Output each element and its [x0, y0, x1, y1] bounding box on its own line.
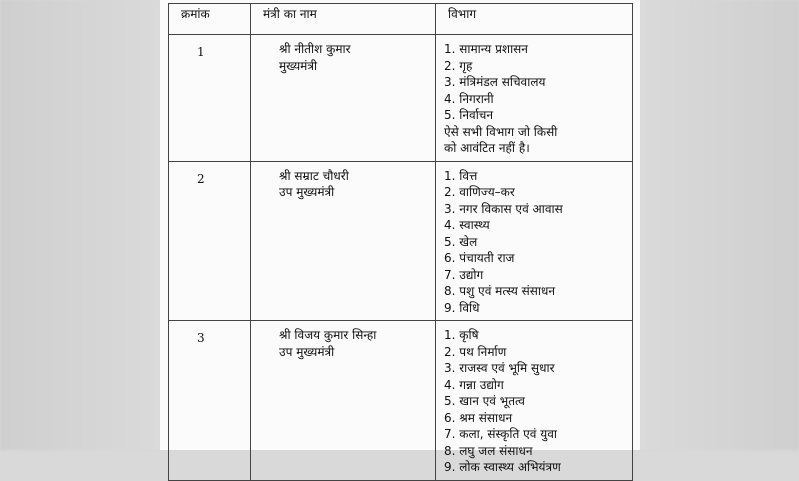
minister-post: उप मुख्यमंत्री — [279, 344, 335, 359]
serial-cell: 3 — [169, 321, 251, 481]
minister-name: श्री सम्राट चौधरी — [279, 168, 349, 183]
department-item: 3. नगर विकास एवं आवास — [444, 201, 563, 216]
department-item: 9. लोक स्वास्थ्य अभियंत्रण — [444, 460, 561, 474]
minister-post: उप मुख्यमंत्री — [279, 185, 335, 199]
department-item: 7. उद्योग — [444, 267, 484, 282]
unallocated-note-line1: ऐसे सभी विभाग जो किसी — [444, 124, 558, 139]
ministers-department-table — [168, 3, 633, 481]
minister-name: श्री नीतीश कुमार — [279, 42, 351, 56]
department-item: 3. मंत्रिमंडल सचिवालय — [444, 75, 546, 89]
department-item: 1. सामान्य प्रशासन — [444, 42, 528, 56]
minister-name: श्री विजय कुमार सिन्हा — [279, 328, 377, 342]
minister-cell — [251, 35, 436, 162]
unallocated-note-line2: को आवंटित नहीं है। — [444, 141, 530, 155]
department-item: 5. खान एवं भूतत्व — [444, 394, 525, 408]
minister-cell — [251, 321, 436, 481]
department-item: 5. खेल — [444, 234, 478, 249]
department-item: 1. कृषि — [444, 328, 479, 342]
department-item: 7. कला, संस्कृति एवं युवा — [444, 427, 557, 441]
department-item: 8. लघु जल संसाधन — [444, 443, 533, 458]
department-item: 2. पथ निर्माण — [444, 344, 507, 359]
department-list — [444, 41, 632, 124]
department-item: 1. वित्त — [444, 168, 478, 183]
department-item: 4. स्वास्थ्य — [444, 218, 490, 232]
department-item: 6. पंचायती राज — [444, 251, 515, 265]
department-list — [444, 168, 632, 317]
document-page — [160, 0, 640, 474]
department-item: 2. गृह — [444, 58, 473, 73]
department-item: 6. श्रम संसाधन — [444, 410, 513, 425]
blurred-background-right — [640, 0, 799, 450]
department-list — [444, 327, 632, 476]
serial-cell: 1 — [169, 35, 251, 162]
department-item: 4. गन्ना उद्योग — [444, 377, 504, 392]
department-item: 9. विधि — [444, 300, 480, 315]
table-header-row — [169, 4, 633, 35]
header-department: विभाग — [436, 4, 633, 35]
department-cell — [436, 35, 633, 162]
department-item: 2. वाणिज्य–कर — [444, 185, 515, 199]
minister-cell — [251, 161, 436, 321]
header-serial: क्रमांक — [169, 4, 251, 35]
department-item: 5. निर्वाचन — [444, 108, 494, 122]
department-cell — [436, 161, 633, 321]
department-cell — [436, 321, 633, 481]
table-row — [169, 35, 633, 162]
minister-post: मुख्यमंत्री — [279, 58, 318, 73]
header-minister-name: मंत्री का नाम — [251, 4, 436, 35]
blurred-background-left — [0, 0, 160, 450]
department-item: 8. पशु एवं मत्स्य संसाधन — [444, 284, 556, 298]
department-item: 4. निगरानी — [444, 91, 494, 106]
table-row — [169, 321, 633, 481]
serial-cell: 2 — [169, 161, 251, 321]
table-row — [169, 161, 633, 321]
department-item: 3. राजस्व एवं भूमि सुधार — [444, 361, 555, 375]
